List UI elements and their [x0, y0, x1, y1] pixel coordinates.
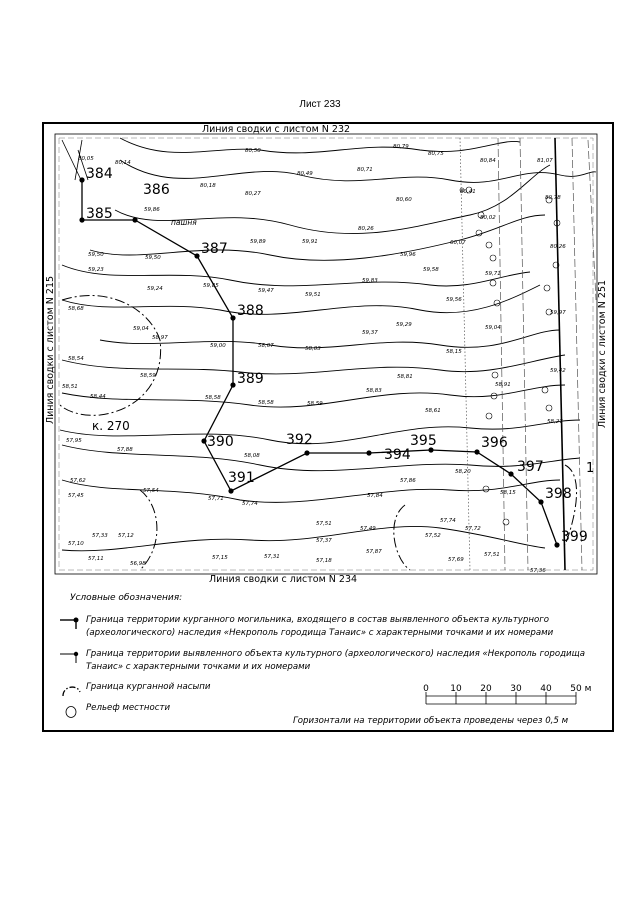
elevation-label: 58,81 — [397, 374, 413, 380]
boundary-point-marker — [554, 542, 559, 547]
elevation-label: 58,15 — [446, 349, 462, 355]
boundary-point-label: 398 — [545, 486, 572, 502]
elevation-label: 80,18 — [200, 183, 216, 189]
elevation-label: 59,04 — [133, 326, 149, 332]
scale-tick-label: 40 — [540, 684, 552, 694]
elevation-label: 58,59 — [307, 401, 323, 407]
scale-tick-label: 20 — [480, 684, 492, 694]
elevation-label: 80,49 — [297, 171, 313, 177]
boundary-line-symbol-icon — [60, 616, 82, 630]
boundary-point-marker — [304, 450, 309, 455]
mound-boundary — [140, 490, 157, 570]
boundary-point-marker — [474, 449, 479, 454]
boundary-point-marker — [79, 217, 84, 222]
boundary-point-marker — [538, 499, 543, 504]
boundary-point-marker — [79, 177, 84, 182]
elevation-label: 80,50 — [245, 148, 261, 154]
boundary-point-marker — [230, 315, 235, 320]
mound-label: к. 270 — [92, 419, 130, 433]
elevation-label: 57,52 — [425, 533, 441, 539]
road-edge — [555, 138, 565, 570]
boundary-point-marker — [132, 217, 137, 222]
scale-unit-label: м — [584, 684, 592, 694]
elevation-label: 58,83 — [366, 388, 382, 394]
elevation-label: 59,37 — [362, 330, 378, 336]
boundary-point-label: 384 — [86, 166, 113, 182]
elevation-label: 59,51 — [305, 292, 321, 298]
elevation-label: 58,03 — [305, 346, 321, 352]
elevation-label: 59,97 — [550, 310, 566, 316]
elevation-label: 59,04 — [485, 325, 501, 331]
elevation-label: 58,08 — [244, 453, 260, 459]
elevation-label: 80,71 — [357, 167, 373, 173]
elevation-label: 80,02 — [480, 215, 496, 221]
boundary-point-label: 387 — [201, 241, 228, 257]
dashed-line — [588, 140, 596, 300]
elevation-label: 57,88 — [117, 447, 133, 453]
field-label: пашня — [171, 218, 197, 227]
elevation-label: 80,78 — [545, 195, 561, 201]
elevation-label: 57,84 — [367, 493, 383, 499]
elevation-label: 80,75 — [428, 151, 444, 157]
elevation-label: 58,58 — [205, 395, 221, 401]
boundary-point-label: 396 — [481, 435, 508, 451]
elevation-label: 59,58 — [423, 267, 439, 273]
elevation-label: 57,54 — [143, 488, 159, 494]
map-dashed-border — [59, 138, 593, 570]
elevation-label: 58,51 — [62, 384, 78, 390]
elevation-label: 57,37 — [316, 538, 332, 544]
object-boundary-symbol-icon — [60, 650, 82, 664]
elevation-label: 57,87 — [366, 549, 382, 555]
contour-line — [62, 285, 540, 314]
elevation-label: 59,96 — [400, 252, 416, 258]
elevation-label: 57,95 — [66, 438, 82, 444]
elevation-label: 59,29 — [396, 322, 412, 328]
join-line-right-label: Линия сводки с листом N 251 — [597, 279, 608, 429]
elevation-label: 59,50 — [88, 252, 104, 258]
contour-line — [90, 215, 545, 260]
elevation-label: 59,42 — [550, 368, 566, 374]
mound-boundaries — [60, 296, 577, 570]
elevation-label: 57,72 — [465, 526, 481, 532]
join-line-bottom-label: Линия сводки с листом N 234 — [208, 574, 358, 585]
scale-tick-label: 0 — [423, 684, 429, 694]
elevation-label: 59,23 — [88, 267, 104, 273]
elevation-label: 59,24 — [147, 286, 163, 292]
elevation-label: 59,47 — [258, 288, 274, 294]
contour-line — [62, 480, 560, 502]
elevation-label: 58,59 — [140, 373, 156, 379]
elevation-label: 57,18 — [316, 558, 332, 564]
boundary-point-label: 394 — [384, 447, 411, 463]
elevation-label: 59,50 — [145, 255, 161, 261]
contour-lines — [60, 138, 596, 551]
elevation-label: 59,85 — [203, 283, 219, 289]
scale-tick-label: 50 — [570, 684, 582, 694]
elevation-label: 80,26 — [550, 244, 566, 250]
boundary-point-label: 385 — [86, 206, 113, 222]
boundary-point-marker — [228, 488, 233, 493]
mound-boundary — [394, 505, 410, 570]
elevation-label: 57,10 — [68, 541, 84, 547]
elevation-label: 81,07 — [537, 158, 553, 164]
elevation-label: 57,74 — [440, 518, 456, 524]
elevation-label: 58,91 — [495, 382, 511, 388]
boundary-point-label: 397 — [517, 459, 544, 475]
elevation-label: 59,56 — [446, 297, 462, 303]
elevation-label: 58,54 — [68, 356, 84, 362]
boundary-point-label: 389 — [237, 371, 264, 387]
elevation-label: 59,91 — [302, 239, 318, 245]
elevation-label: 80,05 — [78, 156, 94, 162]
elevation-label: 58,58 — [258, 400, 274, 406]
boundary-point-label: 388 — [237, 303, 264, 319]
contour-line — [62, 265, 530, 286]
dashed-line — [520, 138, 528, 570]
elevation-label: 58,15 — [500, 490, 516, 496]
elevation-label: 57,36 — [530, 568, 546, 574]
elevation-label: 58,61 — [425, 408, 441, 414]
mound-arc-symbol-icon — [60, 683, 82, 697]
elevation-label: 57,11 — [88, 556, 104, 562]
elevation-label: 58,97 — [152, 335, 168, 341]
boundary-point-label: 390 — [207, 434, 234, 450]
elevation-label: 59,00 — [210, 343, 226, 349]
contour-line — [100, 330, 560, 348]
boundary-point-marker — [201, 438, 206, 443]
elevation-label: 58,07 — [258, 343, 274, 349]
dashed-line — [572, 138, 582, 570]
elevation-label: 58,68 — [68, 306, 84, 312]
elevation-label: 58,44 — [90, 394, 106, 400]
elevation-label: 58,20 — [455, 469, 471, 475]
elevation-label: 80,41 — [460, 189, 476, 195]
elevation-label: 57,62 — [70, 478, 86, 484]
elevation-label: 57,51 — [484, 552, 500, 558]
boundary-point-label: 395 — [410, 433, 437, 449]
contour-interval-note: Горизонтали на территории объекта проведены через 0,5 м — [293, 716, 569, 726]
elevation-label: 57,45 — [68, 493, 84, 499]
elevation-label: 59,71 — [485, 271, 501, 277]
elevation-label: 57,51 — [316, 521, 332, 527]
boundary-point-label: 399 — [561, 529, 588, 545]
elevation-label: 56,98 — [130, 561, 146, 567]
elevation-label: 58,27 — [547, 419, 563, 425]
elevation-label: 57,15 — [212, 555, 228, 561]
elevation-label: 57,69 — [448, 557, 464, 563]
elevation-label: 57,31 — [264, 554, 280, 560]
relief-symbol-icon — [60, 704, 82, 718]
elevation-label: 60,07 — [450, 240, 466, 246]
scale-bar — [416, 682, 596, 708]
elevation-label: 80,79 — [393, 144, 409, 150]
elevation-label: 57,12 — [118, 533, 134, 539]
elevation-label: 57,86 — [400, 478, 416, 484]
join-line-left-label: Линия сводки с листом N 215 — [45, 275, 56, 425]
elevation-label: 57,71 — [208, 496, 224, 502]
elevation-label: 57,33 — [92, 533, 108, 539]
elevation-label: 59,86 — [144, 207, 160, 213]
elevation-label: 80,14 — [115, 160, 131, 166]
elevation-label: 80,84 — [480, 158, 496, 164]
right-partial-label: 1 — [586, 461, 595, 476]
legend-heading: Условные обозначения: — [70, 593, 183, 603]
boundary-point-label: 386 — [143, 182, 170, 198]
elevation-label: 59,83 — [362, 278, 378, 284]
sheet-title: Лист 233 — [299, 99, 341, 110]
contour-line — [62, 355, 565, 374]
elevation-label: 80,26 — [358, 226, 374, 232]
join-line-top-label: Линия сводки с листом N 232 — [201, 124, 351, 135]
map-inner-border — [55, 134, 597, 574]
boundary-point-marker — [230, 382, 235, 387]
boundary-point-label: 391 — [228, 470, 255, 486]
boundary-point-marker — [194, 253, 199, 258]
scale-tick-label: 10 — [450, 684, 462, 694]
elevation-label: 80,60 — [396, 197, 412, 203]
boundary-point-marker — [508, 471, 513, 476]
boundary-point-marker — [366, 450, 371, 455]
elevation-label: 59,89 — [250, 239, 266, 245]
elevation-label: 57,74 — [242, 501, 258, 507]
elevation-label: 57,49 — [360, 526, 376, 532]
elevation-label: 80,27 — [245, 191, 261, 197]
boundary-point-label: 392 — [286, 432, 313, 448]
scale-tick-label: 30 — [510, 684, 522, 694]
